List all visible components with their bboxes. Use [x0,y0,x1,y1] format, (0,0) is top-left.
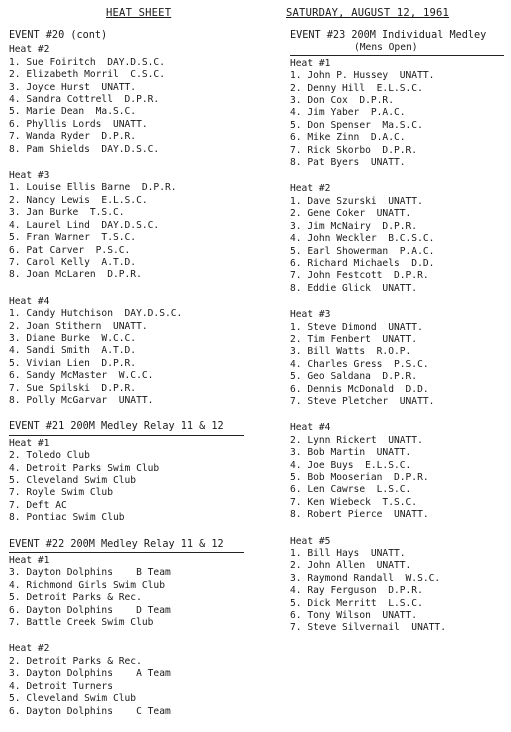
entry-text: Pontiac Swim Club [26,512,125,524]
entry-row [290,610,505,622]
entry-text: Sandra Cottrell D.P.R. [26,94,160,106]
entry-number: 8. [9,143,21,155]
entry-row [290,334,505,346]
entry-number: 4. [9,462,21,474]
entry-text: Sandy McMaster W.C.C. [26,370,154,382]
heat-block [290,58,505,170]
entry-row [290,359,505,371]
entry-text: Jim McNairy D.P.R. [307,220,418,232]
entry-number: 2. [9,450,21,462]
entry-number: 6. [9,244,21,256]
entry-row [290,622,505,634]
heat-label: Heat #2 [290,183,331,195]
heat-block [9,555,259,629]
entry-number: 1. [9,56,21,68]
entry-text: Tim Fenbert UNATT. [307,333,418,345]
entry-number: 2. [9,320,21,332]
entry-text: Raymond Randall W.S.C. [307,572,441,584]
entry-number: 4. [290,459,302,471]
entry-text: Sue Foiritch DAY.D.S.C. [26,56,165,68]
heat-label: Heat #5 [290,535,331,547]
entry-row [9,605,259,617]
entry-row [9,82,259,94]
entry-number: 1. [9,308,21,320]
entry-text: Joan Stithern UNATT. [26,320,148,332]
entry-text: Cleveland Swim Club [26,475,137,486]
entry-row [290,221,505,233]
entry-row [290,95,505,107]
entry-text: John Festcott D.P.R. [307,270,429,282]
entry-number: 7. [9,256,21,268]
entry-number: 3. [9,81,21,93]
entry-row [9,395,259,407]
entry-row [290,258,505,270]
entry-text: Richmond Girls Swim Club [26,579,165,591]
entry-number: 5. [290,472,302,483]
entry-row [9,182,259,194]
entry-number: 7. [290,395,302,407]
entry-number: 7. [290,496,302,508]
entry-row [9,475,259,487]
entry-row [290,246,505,258]
entry-row [9,333,259,345]
entry-text: Joan McLaren D.P.R. [26,269,142,281]
entry-text: Richard Michaels D.D. [307,257,435,269]
entry-row [9,308,259,320]
entry-number: 2. [290,82,302,94]
entry-number: 6. [290,610,302,622]
entry-text: Wanda Ryder D.P.R. [26,131,137,143]
entry-number: 2. [9,655,21,667]
entry-text: Tony Wilson UNATT. [307,610,418,622]
entry-text: Detroit Parks & Rec. [26,592,142,604]
event-title: EVENT #23 200M Individual Medley [290,30,487,41]
heat-label: Heat #4 [9,295,50,307]
entry-text: Candy Hutchison DAY.D.S.C. [26,308,183,320]
entry-row [290,83,505,95]
entry-number: 7. [290,270,302,282]
entry-row [9,383,259,395]
entry-row [9,94,259,106]
entry-row [9,358,259,370]
entry-text: Steve Dimond UNATT. [307,321,423,333]
entry-number: 3. [9,567,21,579]
entry-text: Joe Buys E.L.S.C. [307,459,412,471]
entry-row [9,119,259,131]
entry-number: 7. [9,499,21,511]
entry-text: Steve Silvernail UNATT. [307,622,446,634]
entry-row [290,270,505,282]
right-column [290,30,505,649]
entry-number: 3. [290,95,302,107]
entry-number: 3. [290,220,302,232]
entry-row [290,560,505,572]
entry-row [9,144,259,156]
entry-text: Joyce Hurst UNATT. [26,81,137,93]
entry-number: 7. [9,617,21,629]
entry-number: 5. [9,693,21,705]
entry-number: 2. [9,69,21,81]
entry-number: 2. [290,208,302,220]
entry-number: 5. [9,106,21,118]
entry-text: Elizabeth Morril C.S.C. [26,69,165,81]
entry-row [9,345,259,357]
entry-text: Gene Coker UNATT. [307,208,412,220]
entry-row [290,447,505,459]
entry-row [290,548,505,560]
entry-row [9,257,259,269]
entry-number: 4. [9,219,21,231]
entry-number: 2. [290,560,302,572]
entry-text: John P. Hussey UNATT. [307,70,435,82]
entry-text: Don Spenser Ma.S.C. [307,119,423,131]
entry-number: 2. [290,434,302,446]
entry-row [290,120,505,132]
entry-text: Denny Hill E.L.S.C. [307,82,423,94]
entry-row [9,617,259,629]
entry-number: 4. [290,358,302,370]
entry-text: Diane Burke W.C.C. [26,332,137,344]
heat-block [9,643,259,717]
entry-number: 5. [9,357,21,369]
entry-text: Dayton Dolphins B Team [26,567,171,579]
entry-number: 3. [9,207,21,219]
entry-number: 6. [9,705,21,717]
entry-text: Dayton Dolphins A Team [26,668,171,680]
entry-text: Geo Saldana D.P.R. [307,371,418,383]
entry-row [290,460,505,472]
entry-row [290,472,505,484]
entry-row [290,435,505,447]
entry-row [9,512,259,524]
left-column [9,30,259,732]
entry-number: 3. [9,332,21,344]
entry-row [9,693,259,705]
heat-block [9,170,259,282]
entry-text: Pat Carver P.S.C. [26,244,131,256]
entry-text: Battle Creek Swim Club [26,617,154,629]
entry-row [9,463,259,475]
entry-text: Carol Kelly A.T.D. [26,256,137,268]
entry-number: 3. [9,668,21,680]
entry-text: Len Cawrse L.S.C. [307,484,412,496]
entry-text: Eddie Glick UNATT. [307,282,418,294]
heat-block [290,422,505,521]
entry-row [290,132,505,144]
entry-text: Vivian Lien D.P.R. [26,357,137,369]
entry-number: 5. [290,371,302,383]
entry-text: Dayton Dolphins D Team [26,604,171,616]
heat-label: Heat #1 [290,57,331,69]
entry-row [9,106,259,118]
entry-text: Royle Swim Club [26,487,113,499]
entry-text: John Allen UNATT. [307,560,412,572]
entry-text: Polly McGarvar UNATT. [26,394,154,406]
entry-number: 6. [9,604,21,616]
entry-row [9,131,259,143]
entry-text: Detroit Parks Swim Club [26,462,160,474]
entry-row [290,585,505,597]
entry-number: 5. [9,592,21,604]
entry-number: 4. [290,585,302,597]
entry-row [290,322,505,334]
event-title: EVENT #20 (cont) [9,30,108,41]
heat-label: Heat #2 [9,643,50,655]
entry-number: 6. [9,370,21,382]
entry-text: Fran Warner T.S.C. [26,232,137,244]
entry-row [290,573,505,585]
page-title: HEAT SHEET [106,7,172,19]
entry-text: Rick Skorbo D.P.R. [307,144,418,156]
entry-row [290,484,505,496]
entry-number: 8. [9,394,21,406]
entry-number: 6. [290,484,302,496]
entry-text: Cleveland Swim Club [26,693,137,705]
entry-number: 5. [290,597,302,609]
entry-number: 7. [290,622,302,634]
heat-block [290,536,505,635]
entry-row [9,500,259,512]
event-subtitle: (Mens Open) [290,42,504,55]
entry-row [9,57,259,69]
entry-row [290,233,505,245]
entry-row [290,371,505,383]
entry-text: Ken Wiebeck T.S.C. [307,496,418,508]
heat-label: Heat #3 [290,309,331,321]
entry-row [290,145,505,157]
entry-number: 1. [9,182,21,194]
entry-number: 4. [9,345,21,357]
entry-row [9,487,259,499]
entry-number: 1. [290,321,302,333]
entry-number: 6. [9,118,21,130]
entry-row [290,396,505,408]
entry-row [9,580,259,592]
entry-text: Robert Pierce UNATT. [307,509,429,521]
entry-text: Deft AC [26,499,67,511]
entry-row [9,207,259,219]
entry-row [9,232,259,244]
entry-text: Dayton Dolphins C Team [26,705,171,717]
entry-number: 5. [290,119,302,131]
entry-number: 4. [9,579,21,591]
entry-number: 6. [290,257,302,269]
entry-row [290,598,505,610]
entry-text: Ray Ferguson D.P.R. [307,585,423,597]
heat-label: Heat #3 [9,170,50,182]
entry-row [290,283,505,295]
entry-row [290,157,505,169]
entry-number: 1. [290,70,302,82]
entry-row [290,107,505,119]
entry-number: 8. [9,512,21,524]
entry-number: 4. [9,680,21,692]
entry-number: 4. [9,94,21,106]
entry-text: Bill Watts R.O.P. [307,346,412,358]
entry-number: 3. [290,447,302,459]
entry-number: 7. [9,487,21,499]
entry-number: 7. [9,382,21,394]
entry-text: Don Cox D.P.R. [307,95,394,107]
entry-row [290,497,505,509]
heat-block [9,438,259,525]
heat-block [9,44,259,156]
entry-row [9,668,259,680]
entry-text: Dave Szurski UNATT. [307,195,423,207]
entry-text: Sandi Smith A.T.D. [26,345,137,357]
entry-text: Detroit Parks & Rec. [26,655,142,667]
entry-row [9,706,259,718]
entry-number: 7. [9,131,21,143]
entry-text: Lynn Rickert UNATT. [307,434,423,446]
heat-block [290,183,505,295]
entry-number: 7. [290,144,302,156]
entry-number: 4. [290,107,302,119]
entry-text: John Weckler B.C.S.C. [307,233,435,245]
entry-row [9,269,259,281]
entry-row [9,245,259,257]
entry-row [9,321,259,333]
entry-number: 2. [290,333,302,345]
entry-text: Dennis McDonald D.D. [307,383,429,395]
entry-row [9,656,259,668]
heat-block [9,296,259,408]
entry-text: Pat Byers UNATT. [307,157,406,169]
entry-number: 1. [290,548,302,560]
meet-date: SATURDAY, AUGUST 12, 1961 [286,7,450,19]
entry-text: Nancy Lewis E.L.S.C. [26,194,148,206]
entry-number: 4. [290,233,302,245]
entry-text: Jim Yaber P.A.C. [307,107,406,119]
entry-text: Earl Showerman P.A.C. [307,245,435,257]
heat-label: Heat #1 [9,437,50,449]
entry-text: Laurel Lind DAY.D.S.C. [26,219,160,231]
entry-row [9,69,259,81]
entry-row [290,384,505,396]
entry-text: Charles Gress P.S.C. [307,358,429,370]
entry-number: 5. [9,232,21,244]
entry-number: 8. [9,269,21,281]
entry-row [290,346,505,358]
entry-number: 3. [290,572,302,584]
entry-text: Marie Dean Ma.S.C. [26,106,137,118]
entry-text: Mike Zinn D.A.C. [307,132,406,144]
entry-row [290,70,505,82]
entry-row [290,509,505,521]
entry-text: Louise Ellis Barne D.P.R. [26,182,177,194]
entry-text: Phyllis Lords UNATT. [26,118,148,130]
heat-block [290,309,505,408]
entry-row [9,450,259,462]
entry-row [9,681,259,693]
entry-number: 6. [290,383,302,395]
entry-row [9,195,259,207]
entry-row [9,567,259,579]
entry-text: Bob Mooserian D.P.R. [307,472,429,483]
entry-number: 8. [290,509,302,521]
entry-number: 8. [290,157,302,169]
entry-number: 1. [290,195,302,207]
entry-row [9,220,259,232]
entry-row [9,592,259,604]
entry-text: Toledo Club [26,450,90,462]
entry-text: Sue Spilski D.P.R. [26,382,137,394]
entry-row [290,196,505,208]
entry-number: 6. [290,132,302,144]
heat-label: Heat #4 [290,422,331,434]
entry-row [290,208,505,220]
heat-label: Heat #2 [9,44,50,56]
entry-text: Detroit Turners [26,680,113,692]
entry-number: 5. [290,245,302,257]
entry-text: Dick Merritt L.S.C. [307,597,423,609]
entry-text: Steve Pletcher UNATT. [307,395,435,407]
entry-text: Jan Burke T.S.C. [26,207,125,219]
entry-row [9,370,259,382]
entry-number: 5. [9,475,21,486]
entry-number: 2. [9,194,21,206]
heat-label: Heat #1 [9,555,50,567]
entry-text: Pam Shields DAY.D.S.C. [26,143,160,155]
entry-number: 8. [290,282,302,294]
entry-number: 3. [290,346,302,358]
event-title: EVENT #21 200M Medley Relay 11 & 12 [9,421,244,435]
event-title: EVENT #22 200M Medley Relay 11 & 12 [9,539,244,553]
entry-text: Bill Hays UNATT. [307,548,406,560]
entry-text: Bob Martin UNATT. [307,447,412,459]
